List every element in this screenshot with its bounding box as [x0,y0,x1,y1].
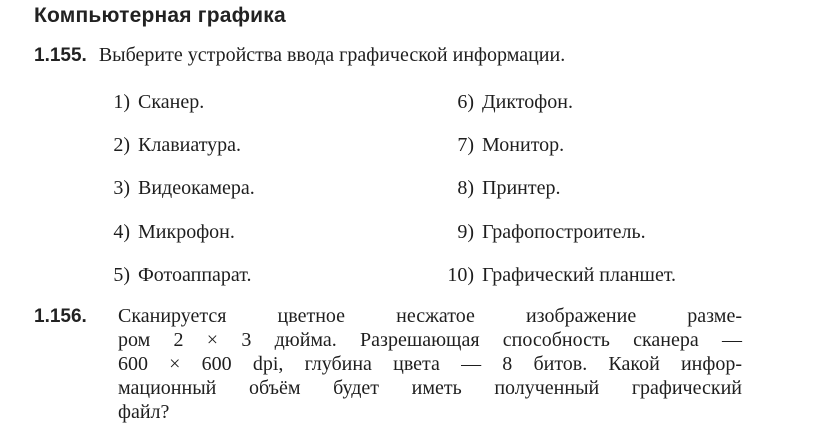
option-1 [96,91,204,114]
option-7 [430,134,564,157]
task-text-line: 600 × 600 dpi, глубина цвета — 8 битов. Какой инфор- [118,353,742,375]
option-number: 3) [113,177,130,199]
option-text: Графический планшет. [482,264,677,286]
option-text: Клавиатура. [138,134,242,156]
task-number: 1.155. [34,45,87,66]
task-question: Выберите устройства ввода графической информации. [98,44,566,66]
option-6 [430,91,573,114]
option-number: 4) [113,221,130,243]
task-text-line: мационный объём будет иметь полученный графический [118,377,742,399]
option-number: 7) [457,134,474,156]
option-8 [430,177,560,200]
task-number: 1.156. [34,306,87,327]
option-number: 10) [447,264,474,286]
option-text: Сканер. [138,91,205,113]
option-number: 2) [113,134,130,156]
option-text: Микрофон. [138,221,235,243]
option-text: Графопостроитель. [482,221,646,243]
option-text: Фотоаппарат. [138,264,252,286]
option-number: 5) [113,264,130,286]
option-number: 8) [457,177,474,199]
option-text: Монитор. [482,134,565,156]
option-text: Принтер. [482,177,561,199]
option-3 [96,177,255,200]
task-1156-text [118,304,742,424]
option-4 [96,221,235,244]
task-text-line: ром 2 × 3 дюйма. Разрешающая способность сканера — [118,329,742,351]
option-number: 1) [113,91,130,113]
option-9 [430,221,646,244]
option-10 [430,264,676,287]
option-text: Диктофон. [482,91,573,113]
option-number: 9) [457,221,474,243]
option-number: 6) [457,91,474,113]
option-5 [96,264,252,287]
task-1155 [34,44,565,67]
task-text-line: Сканируется цветное несжатое изображение разме- [118,305,742,327]
option-text: Видеокамера. [138,177,255,199]
option-2 [96,134,241,157]
section-title: Компьютерная графика [34,4,286,27]
task-text-line: файл? [118,401,170,423]
